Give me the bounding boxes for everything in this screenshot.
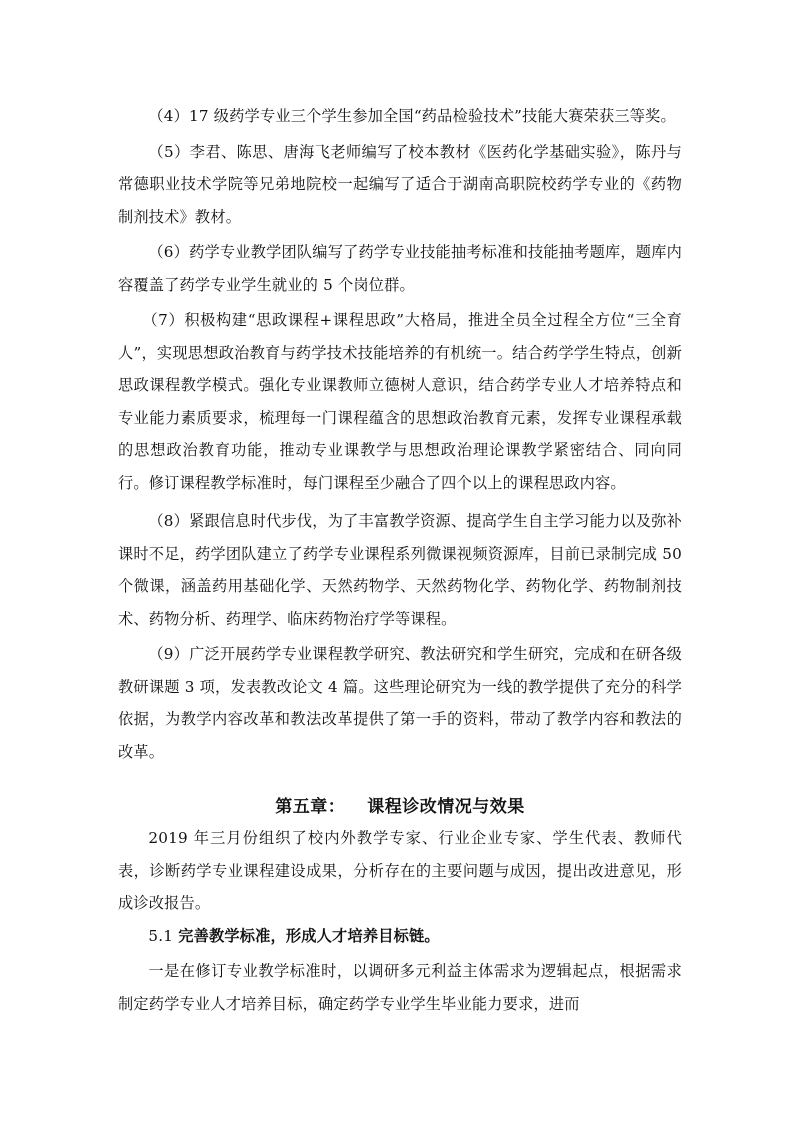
section-heading	[118, 920, 682, 953]
section-title: 完善教学标准，形成人才培养目标链。	[178, 926, 440, 945]
section-paragraph: 一是在修订专业教学标准时，以调研多元利益主体需求为逻辑起点，根据需求制定药学专业人才培养目标，确定药学专业学生毕业能力要求，进而	[118, 962, 682, 1013]
paragraph-item-6: （6）药学专业教学团队编写了药学专业技能抽考标准和技能抽考题库，题库内容覆盖了药学专业学生就业的 5 个岗位群。	[118, 243, 682, 294]
paragraph-item-8: （8）紧跟信息时代步伐，为了丰富教学资源、提高学生自主学习能力以及弥补课时不足，药学团队建立了药学专业课程系列微课视频资源库，目前已录制完成 50 个微课，涵盖药用基础化学、天然药物学、天然药物化学、药物化学、药物制剂技术、药物分析、药理学、临床药物治疗学等课程。	[118, 512, 682, 628]
paragraph-item-7: （7）积极构建“思政课程+课程思政”大格局，推进全员全过程全方位“三全育人”，实现思想政治教育与药学技术技能培养的有机统一。结合药学学生特点，创新思政课程教学模式。强化专业课教师立德树人意识，结合药学专业人才培养特点和专业能力素质要求，梳理每一门课程蕴含的思想政治教育元素，发挥专业课程承载的思想政治教育功能，推动专业课教学与思想政治理论课教学紧密结合、同向同行。修订课程教学标准时，每门课程至少融合了四个以上的课程思政内容。	[118, 311, 682, 492]
section-number: 5.1	[148, 926, 174, 945]
document-page	[118, 100, 682, 1020]
paragraph-item-9: （9）广泛开展药学专业课程教学研究、教法研究和学生研究，完成和在研各级教研课题 3 项，发表教改论文 4 篇。这些理论研究为一线的教学提供了充分的科学依据，为教学内容改革和教法改革提供了第一手的资料，带动了教学内容和教法的改革。	[118, 645, 682, 761]
paragraph-item-4: （4）17 级药学专业三个学生参加全国“药品检验技术”技能大赛荣获三等奖。	[148, 107, 676, 125]
paragraph-item-5: （5）李君、陈思、唐海飞老师编写了校本教材《医药化学基础实验》，陈丹与常德职业技术学院等兄弟地院校一起编写了适合于湖南高职院校药学专业的《药物制剂技术》教材。	[118, 142, 682, 226]
chapter-title	[118, 792, 682, 822]
chapter-name: 课程诊改情况与效果	[367, 797, 525, 817]
chapter-number: 第五章：	[275, 797, 346, 817]
chapter-intro-paragraph: 2019 年三月份组织了校内外教学专家、行业企业专家、学生代表、教师代表，诊断药学专业课程建设成果，分析存在的主要问题与成因，提出改进意见，形成诊改报告。	[118, 829, 682, 912]
